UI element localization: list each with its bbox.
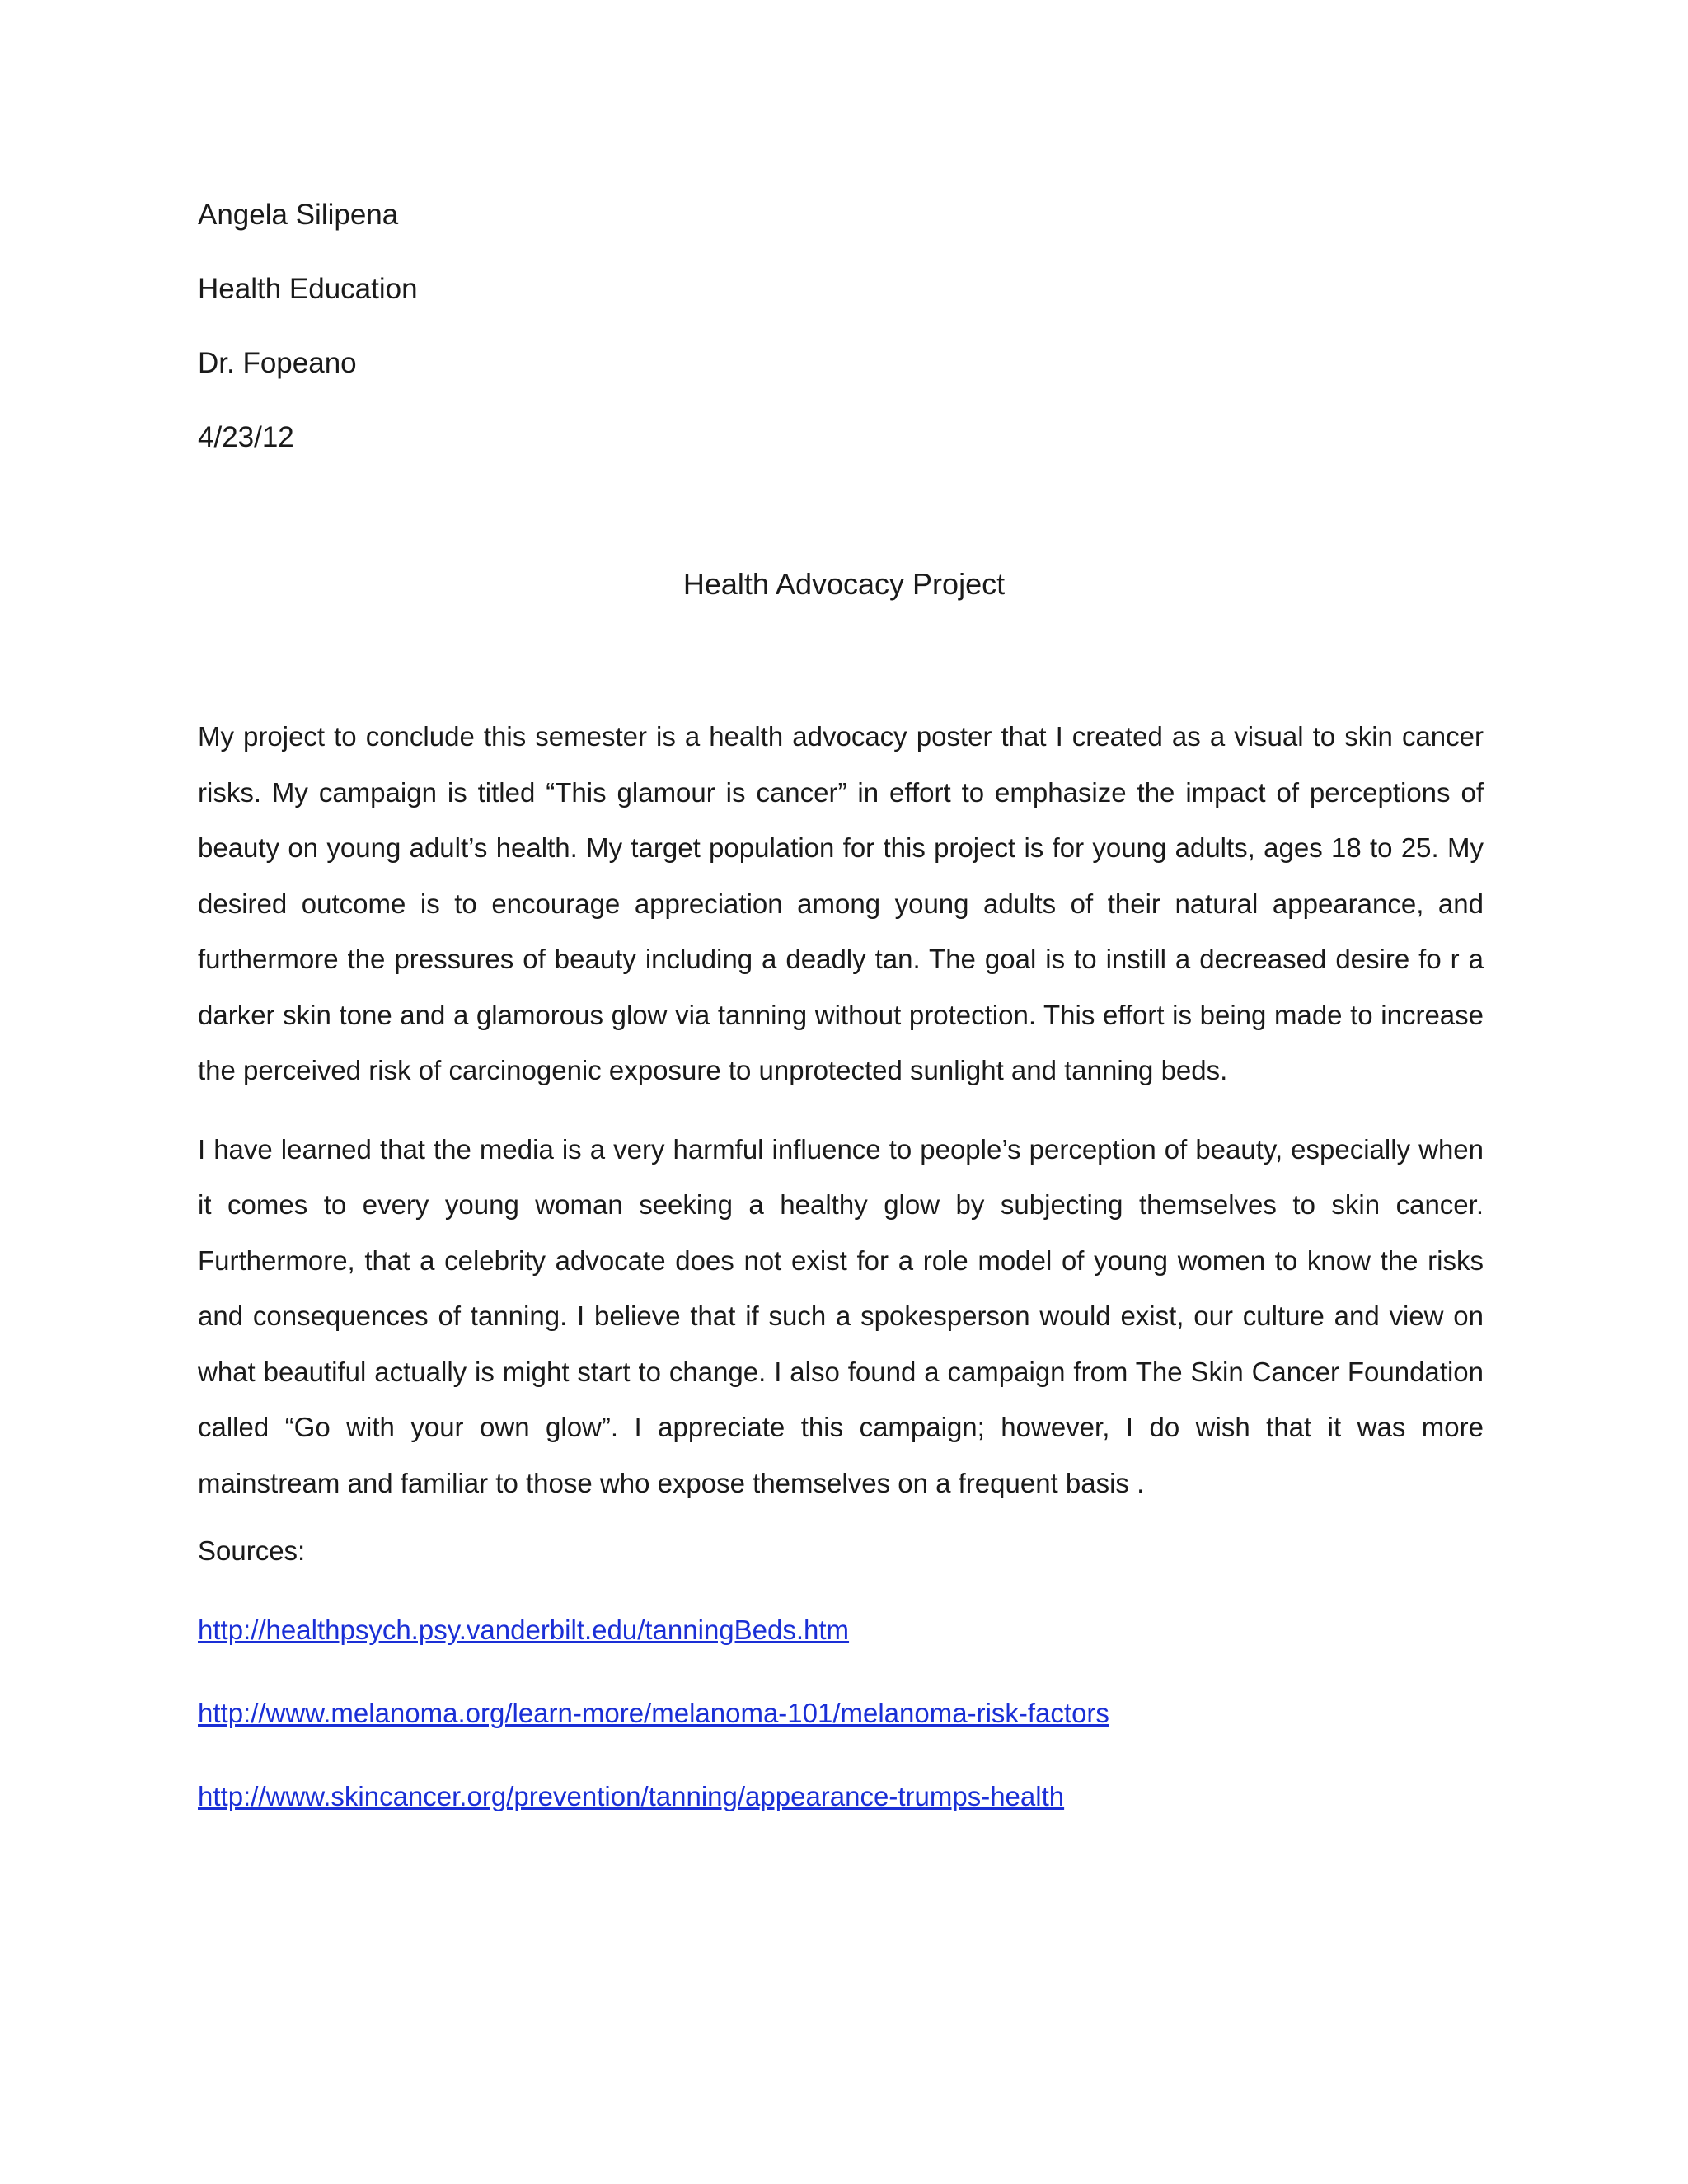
paragraph-project-description: My project to conclude this semester is a health advocacy poster that I created as a visual to skin cancer risks. My campaign is titled “This glamour is cancer” in effort to emphasize the impact of perceptions of beauty on young adult’s health. My target population for this project is for young adults, ages 18 to 25. My desired outcome is to encourage appreciation among young adults of their natural appearance, and furthermore the pressures of beauty including a deadly tan. The goal is to instill a decreased desire fo r a darker skin tone and a glamorous glow via tanning without protection. This effort is being made to increase the perceived risk of carcinogenic exposure to unprotected sunlight and tanning beds. — [198, 721, 1484, 1085]
document-date: 4/23/12 — [198, 421, 294, 453]
source-link-vanderbilt[interactable]: http://healthpsych.psy.vanderbilt.edu/tanningBeds.htm — [198, 1615, 850, 1645]
document-header — [198, 198, 1022, 494]
instructor-name: Dr. Fopeano — [198, 347, 357, 379]
paragraph-learnings: I have learned that the media is a very harmful influence to people’s perception of beauty, especially when it comes to every young woman seeking a healthy glow by subjecting themselves to skin cancer. Furthermore, that a celebrity advocate does not exist for a role model of young women to know the risks and consequences of tanning. I believe that if such a spokesperson would exist, our culture and view on what beautiful actually is might start to change. I also found a campaign from The Skin Cancer Foundation called “Go with your own glow”. I appreciate this campaign; however, I do wish that it was more mainstream and familiar to those who expose themselves on a frequent basis . — [198, 1133, 1484, 1498]
author-name: Angela Silipena — [198, 199, 399, 231]
sources-heading: Sources: — [198, 1535, 306, 1566]
document-body — [198, 709, 1484, 1863]
document-title: Health Advocacy Project — [682, 567, 1006, 601]
source-link-skincancer[interactable]: http://www.skincancer.org/prevention/tanning/appearance-trumps-health — [198, 1781, 1065, 1811]
source-link-melanoma[interactable]: http://www.melanoma.org/learn-more/melanoma-101/melanoma-risk-factors — [198, 1698, 1109, 1728]
course-name: Health Education — [198, 273, 418, 305]
